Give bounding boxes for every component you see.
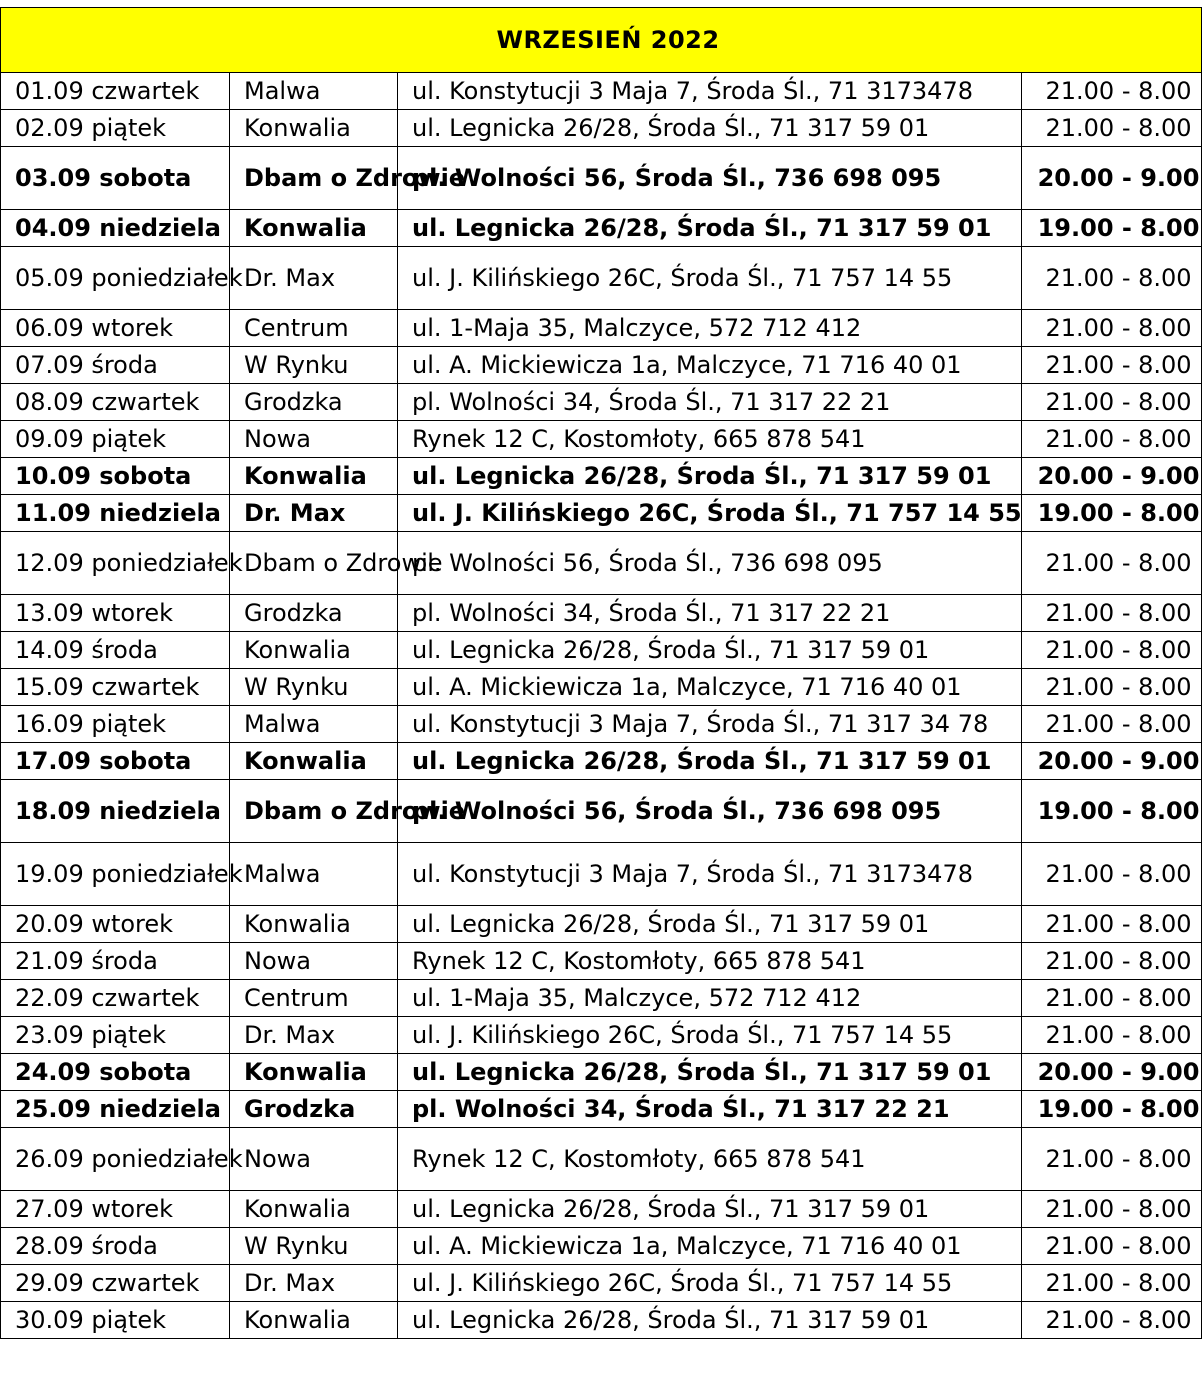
hours-cell: 19.00 - 8.00 — [1022, 495, 1202, 532]
date-cell: 12.09 poniedziałek — [1, 532, 230, 595]
pharmacy-cell: W Rynku — [230, 1228, 398, 1265]
header-row — [1, 8, 1202, 73]
month-title: WRZESIEŃ 2022 — [1, 8, 1202, 73]
address-cell: ul. J. Kilińskiego 26C, Środa Śl., 71 757 14 55 — [398, 1017, 1022, 1054]
schedule-row — [1, 1017, 1202, 1054]
pharmacy-cell: Konwalia — [230, 743, 398, 780]
hours-cell: 21.00 - 8.00 — [1022, 73, 1202, 110]
date-cell: 14.09 środa — [1, 632, 230, 669]
date-cell: 15.09 czwartek — [1, 669, 230, 706]
hours-cell: 21.00 - 8.00 — [1022, 247, 1202, 310]
pharmacy-cell: Konwalia — [230, 1054, 398, 1091]
hours-cell: 20.00 - 9.00 — [1022, 1054, 1202, 1091]
address-cell: ul. Legnicka 26/28, Środa Śl., 71 317 59 01 — [398, 1302, 1022, 1339]
schedule-row — [1, 73, 1202, 110]
schedule-row — [1, 210, 1202, 247]
address-cell: ul. J. Kilińskiego 26C, Środa Śl., 71 757 14 55 — [398, 495, 1022, 532]
address-cell: ul. Legnicka 26/28, Środa Śl., 71 317 59 01 — [398, 458, 1022, 495]
pharmacy-cell: Konwalia — [230, 1302, 398, 1339]
address-cell: ul. Konstytucji 3 Maja 7, Środa Śl., 71 3173478 — [398, 73, 1022, 110]
date-cell: 27.09 wtorek — [1, 1191, 230, 1228]
date-cell: 19.09 poniedziałek — [1, 843, 230, 906]
hours-cell: 21.00 - 8.00 — [1022, 595, 1202, 632]
address-cell: pl. Wolności 56, Środa Śl., 736 698 095 — [398, 147, 1022, 210]
pharmacy-cell: Konwalia — [230, 632, 398, 669]
address-cell: ul. 1-Maja 35, Malczyce, 572 712 412 — [398, 310, 1022, 347]
date-cell: 28.09 środa — [1, 1228, 230, 1265]
pharmacy-cell: W Rynku — [230, 347, 398, 384]
pharmacy-cell: Dr. Max — [230, 247, 398, 310]
hours-cell: 19.00 - 8.00 — [1022, 210, 1202, 247]
pharmacy-cell: Malwa — [230, 73, 398, 110]
address-cell: ul. A. Mickiewicza 1a, Malczyce, 71 716 40 01 — [398, 669, 1022, 706]
pharmacy-cell: Grodzka — [230, 595, 398, 632]
schedule-row — [1, 706, 1202, 743]
address-cell: Rynek 12 C, Kostomłoty, 665 878 541 — [398, 1128, 1022, 1191]
date-cell: 05.09 poniedziałek — [1, 247, 230, 310]
date-cell: 02.09 piątek — [1, 110, 230, 147]
schedule-row — [1, 458, 1202, 495]
schedule-row — [1, 1054, 1202, 1091]
pharmacy-cell: W Rynku — [230, 669, 398, 706]
hours-cell: 21.00 - 8.00 — [1022, 843, 1202, 906]
date-cell: 29.09 czwartek — [1, 1265, 230, 1302]
address-cell: pl. Wolności 56, Środa Śl., 736 698 095 — [398, 532, 1022, 595]
date-cell: 07.09 środa — [1, 347, 230, 384]
schedule-row — [1, 310, 1202, 347]
date-cell: 22.09 czwartek — [1, 980, 230, 1017]
date-cell: 26.09 poniedziałek — [1, 1128, 230, 1191]
date-cell: 03.09 sobota — [1, 147, 230, 210]
address-cell: pl. Wolności 34, Środa Śl., 71 317 22 21 — [398, 595, 1022, 632]
address-cell: pl. Wolności 34, Środa Śl., 71 317 22 21 — [398, 384, 1022, 421]
hours-cell: 21.00 - 8.00 — [1022, 110, 1202, 147]
date-cell: 17.09 sobota — [1, 743, 230, 780]
address-cell: pl. Wolności 34, Środa Śl., 71 317 22 21 — [398, 1091, 1022, 1128]
schedule-row — [1, 1265, 1202, 1302]
date-cell: 01.09 czwartek — [1, 73, 230, 110]
schedule-body — [1, 8, 1202, 1339]
date-cell: 20.09 wtorek — [1, 906, 230, 943]
pharmacy-cell: Nowa — [230, 943, 398, 980]
hours-cell: 21.00 - 8.00 — [1022, 384, 1202, 421]
hours-cell: 21.00 - 8.00 — [1022, 1128, 1202, 1191]
schedule-row — [1, 669, 1202, 706]
hours-cell: 21.00 - 8.00 — [1022, 706, 1202, 743]
schedule-row — [1, 595, 1202, 632]
pharmacy-cell: Dr. Max — [230, 495, 398, 532]
date-cell: 24.09 sobota — [1, 1054, 230, 1091]
hours-cell: 21.00 - 8.00 — [1022, 532, 1202, 595]
pharmacy-cell: Grodzka — [230, 384, 398, 421]
hours-cell: 21.00 - 8.00 — [1022, 347, 1202, 384]
address-cell: Rynek 12 C, Kostomłoty, 665 878 541 — [398, 943, 1022, 980]
hours-cell: 21.00 - 8.00 — [1022, 906, 1202, 943]
hours-cell: 20.00 - 9.00 — [1022, 743, 1202, 780]
pharmacy-cell: Malwa — [230, 843, 398, 906]
address-cell: ul. Legnicka 26/28, Środa Śl., 71 317 59 01 — [398, 110, 1022, 147]
pharmacy-cell: Dr. Max — [230, 1017, 398, 1054]
pharmacy-cell: Nowa — [230, 1128, 398, 1191]
schedule-row — [1, 495, 1202, 532]
schedule-row — [1, 1091, 1202, 1128]
date-cell: 21.09 środa — [1, 943, 230, 980]
date-cell: 08.09 czwartek — [1, 384, 230, 421]
address-cell: ul. Konstytucji 3 Maja 7, Środa Śl., 71 3173478 — [398, 843, 1022, 906]
pharmacy-cell: Centrum — [230, 980, 398, 1017]
pharmacy-cell: Dbam o Zdrowie — [230, 147, 398, 210]
pharmacy-cell: Dbam o Zdrowie — [230, 780, 398, 843]
date-cell: 16.09 piątek — [1, 706, 230, 743]
hours-cell: 19.00 - 8.00 — [1022, 1091, 1202, 1128]
pharmacy-cell: Nowa — [230, 421, 398, 458]
address-cell: ul. Konstytucji 3 Maja 7, Środa Śl., 71 317 34 78 — [398, 706, 1022, 743]
hours-cell: 21.00 - 8.00 — [1022, 943, 1202, 980]
date-cell: 11.09 niedziela — [1, 495, 230, 532]
schedule-row — [1, 1228, 1202, 1265]
hours-cell: 19.00 - 8.00 — [1022, 780, 1202, 843]
pharmacy-cell: Konwalia — [230, 906, 398, 943]
address-cell: ul. Legnicka 26/28, Środa Śl., 71 317 59 01 — [398, 210, 1022, 247]
schedule-row — [1, 843, 1202, 906]
hours-cell: 21.00 - 8.00 — [1022, 421, 1202, 458]
schedule-row — [1, 632, 1202, 669]
date-cell: 04.09 niedziela — [1, 210, 230, 247]
address-cell: ul. 1-Maja 35, Malczyce, 572 712 412 — [398, 980, 1022, 1017]
schedule-row — [1, 384, 1202, 421]
pharmacy-cell: Konwalia — [230, 210, 398, 247]
pharmacy-cell: Dbam o Zdrowie — [230, 532, 398, 595]
duty-schedule-table — [0, 7, 1202, 1339]
date-cell: 25.09 niedziela — [1, 1091, 230, 1128]
date-cell: 30.09 piątek — [1, 1302, 230, 1339]
schedule-row — [1, 532, 1202, 595]
schedule-row — [1, 1191, 1202, 1228]
address-cell: ul. Legnicka 26/28, Środa Śl., 71 317 59 01 — [398, 1191, 1022, 1228]
pharmacy-cell: Malwa — [230, 706, 398, 743]
hours-cell: 20.00 - 9.00 — [1022, 458, 1202, 495]
date-cell: 13.09 wtorek — [1, 595, 230, 632]
schedule-row — [1, 247, 1202, 310]
hours-cell: 21.00 - 8.00 — [1022, 1191, 1202, 1228]
address-cell: ul. A. Mickiewicza 1a, Malczyce, 71 716 40 01 — [398, 1228, 1022, 1265]
address-cell: ul. A. Mickiewicza 1a, Malczyce, 71 716 40 01 — [398, 347, 1022, 384]
schedule-row — [1, 110, 1202, 147]
address-cell: ul. Legnicka 26/28, Środa Śl., 71 317 59 01 — [398, 743, 1022, 780]
hours-cell: 20.00 - 9.00 — [1022, 147, 1202, 210]
address-cell: pl. Wolności 56, Środa Śl., 736 698 095 — [398, 780, 1022, 843]
schedule-row — [1, 1302, 1202, 1339]
schedule-row — [1, 147, 1202, 210]
date-cell: 23.09 piątek — [1, 1017, 230, 1054]
schedule-row — [1, 980, 1202, 1017]
schedule-row — [1, 347, 1202, 384]
address-cell: ul. Legnicka 26/28, Środa Śl., 71 317 59 01 — [398, 632, 1022, 669]
hours-cell: 21.00 - 8.00 — [1022, 1302, 1202, 1339]
address-cell: ul. Legnicka 26/28, Środa Śl., 71 317 59 01 — [398, 1054, 1022, 1091]
hours-cell: 21.00 - 8.00 — [1022, 1228, 1202, 1265]
hours-cell: 21.00 - 8.00 — [1022, 669, 1202, 706]
hours-cell: 21.00 - 8.00 — [1022, 310, 1202, 347]
schedule-row — [1, 743, 1202, 780]
address-cell: Rynek 12 C, Kostomłoty, 665 878 541 — [398, 421, 1022, 458]
address-cell: ul. Legnicka 26/28, Środa Śl., 71 317 59 01 — [398, 906, 1022, 943]
date-cell: 06.09 wtorek — [1, 310, 230, 347]
address-cell: ul. J. Kilińskiego 26C, Środa Śl., 71 757 14 55 — [398, 247, 1022, 310]
hours-cell: 21.00 - 8.00 — [1022, 1265, 1202, 1302]
date-cell: 09.09 piątek — [1, 421, 230, 458]
hours-cell: 21.00 - 8.00 — [1022, 1017, 1202, 1054]
pharmacy-cell: Dr. Max — [230, 1265, 398, 1302]
pharmacy-cell: Konwalia — [230, 1191, 398, 1228]
pharmacy-cell: Centrum — [230, 310, 398, 347]
address-cell: ul. J. Kilińskiego 26C, Środa Śl., 71 757 14 55 — [398, 1265, 1022, 1302]
pharmacy-cell: Konwalia — [230, 458, 398, 495]
pharmacy-cell: Konwalia — [230, 110, 398, 147]
schedule-row — [1, 906, 1202, 943]
schedule-row — [1, 943, 1202, 980]
hours-cell: 21.00 - 8.00 — [1022, 632, 1202, 669]
schedule-row — [1, 1128, 1202, 1191]
schedule-row — [1, 421, 1202, 458]
pharmacy-cell: Grodzka — [230, 1091, 398, 1128]
date-cell: 10.09 sobota — [1, 458, 230, 495]
hours-cell: 21.00 - 8.00 — [1022, 980, 1202, 1017]
schedule-row — [1, 780, 1202, 843]
date-cell: 18.09 niedziela — [1, 780, 230, 843]
